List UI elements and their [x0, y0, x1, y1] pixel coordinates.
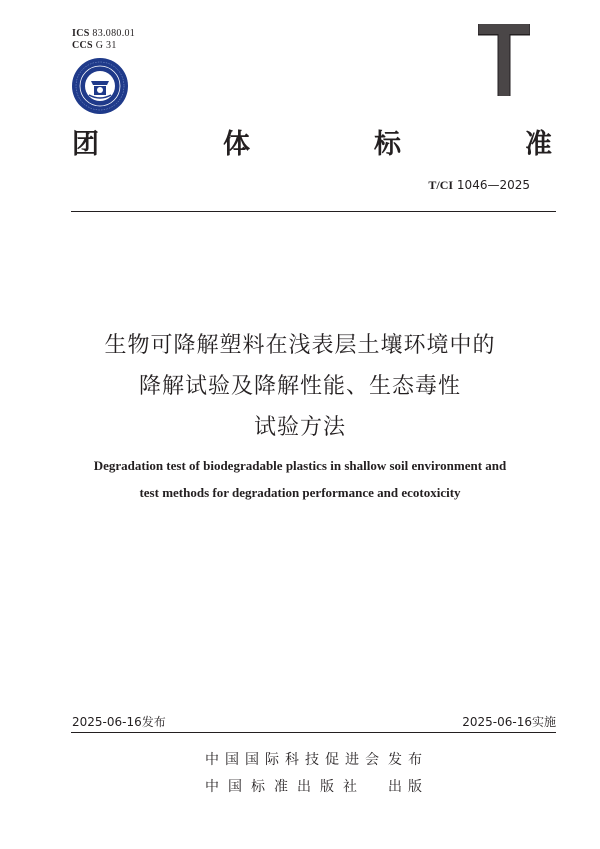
association-seal-icon: [71, 57, 129, 115]
title-zh-line: 生物可降解塑料在浅表层土壤环境中的: [104, 333, 496, 358]
top-divider: [71, 211, 556, 212]
publish-date: 2025-06-16发布: [72, 715, 166, 729]
ccs-line: [72, 40, 117, 51]
standard-type-heading: [72, 122, 554, 158]
ccs-prefix: CCS: [72, 40, 93, 51]
ics-line: [72, 28, 135, 39]
group-standard-t-logo-icon: [478, 24, 530, 96]
standard-type-char: 标: [374, 129, 403, 160]
issuer-action: 发布: [388, 752, 428, 768]
standard-type-char: 团: [72, 129, 101, 160]
title-zh-line: 降解试验及降解性能、生态毒性: [138, 374, 461, 399]
bottom-divider: [71, 732, 556, 733]
issuer-name: 中国国际科技促进会: [205, 752, 385, 768]
publisher-action: 出版: [388, 779, 428, 795]
ics-code: 83.080.01: [92, 28, 136, 39]
ics-prefix: ICS: [72, 28, 90, 39]
title-zh-line: 试验方法: [253, 415, 346, 440]
ccs-code: G 31: [95, 40, 117, 51]
title-en-line: test methods for degradation performance and ecotoxicity: [139, 485, 461, 500]
standard-number-prefix: T/CI: [428, 178, 454, 192]
standard-number-value: 1046—2025: [456, 178, 530, 192]
standard-number: [428, 178, 530, 193]
publisher-name: 中国标准出版社: [205, 779, 366, 795]
implement-date: 2025-06-16实施: [462, 715, 556, 729]
title-en-line: Degradation test of biodegradable plastics in shallow soil environment and: [93, 458, 507, 473]
standard-type-char: 体: [223, 129, 252, 160]
standard-type-char: 准: [525, 129, 554, 160]
